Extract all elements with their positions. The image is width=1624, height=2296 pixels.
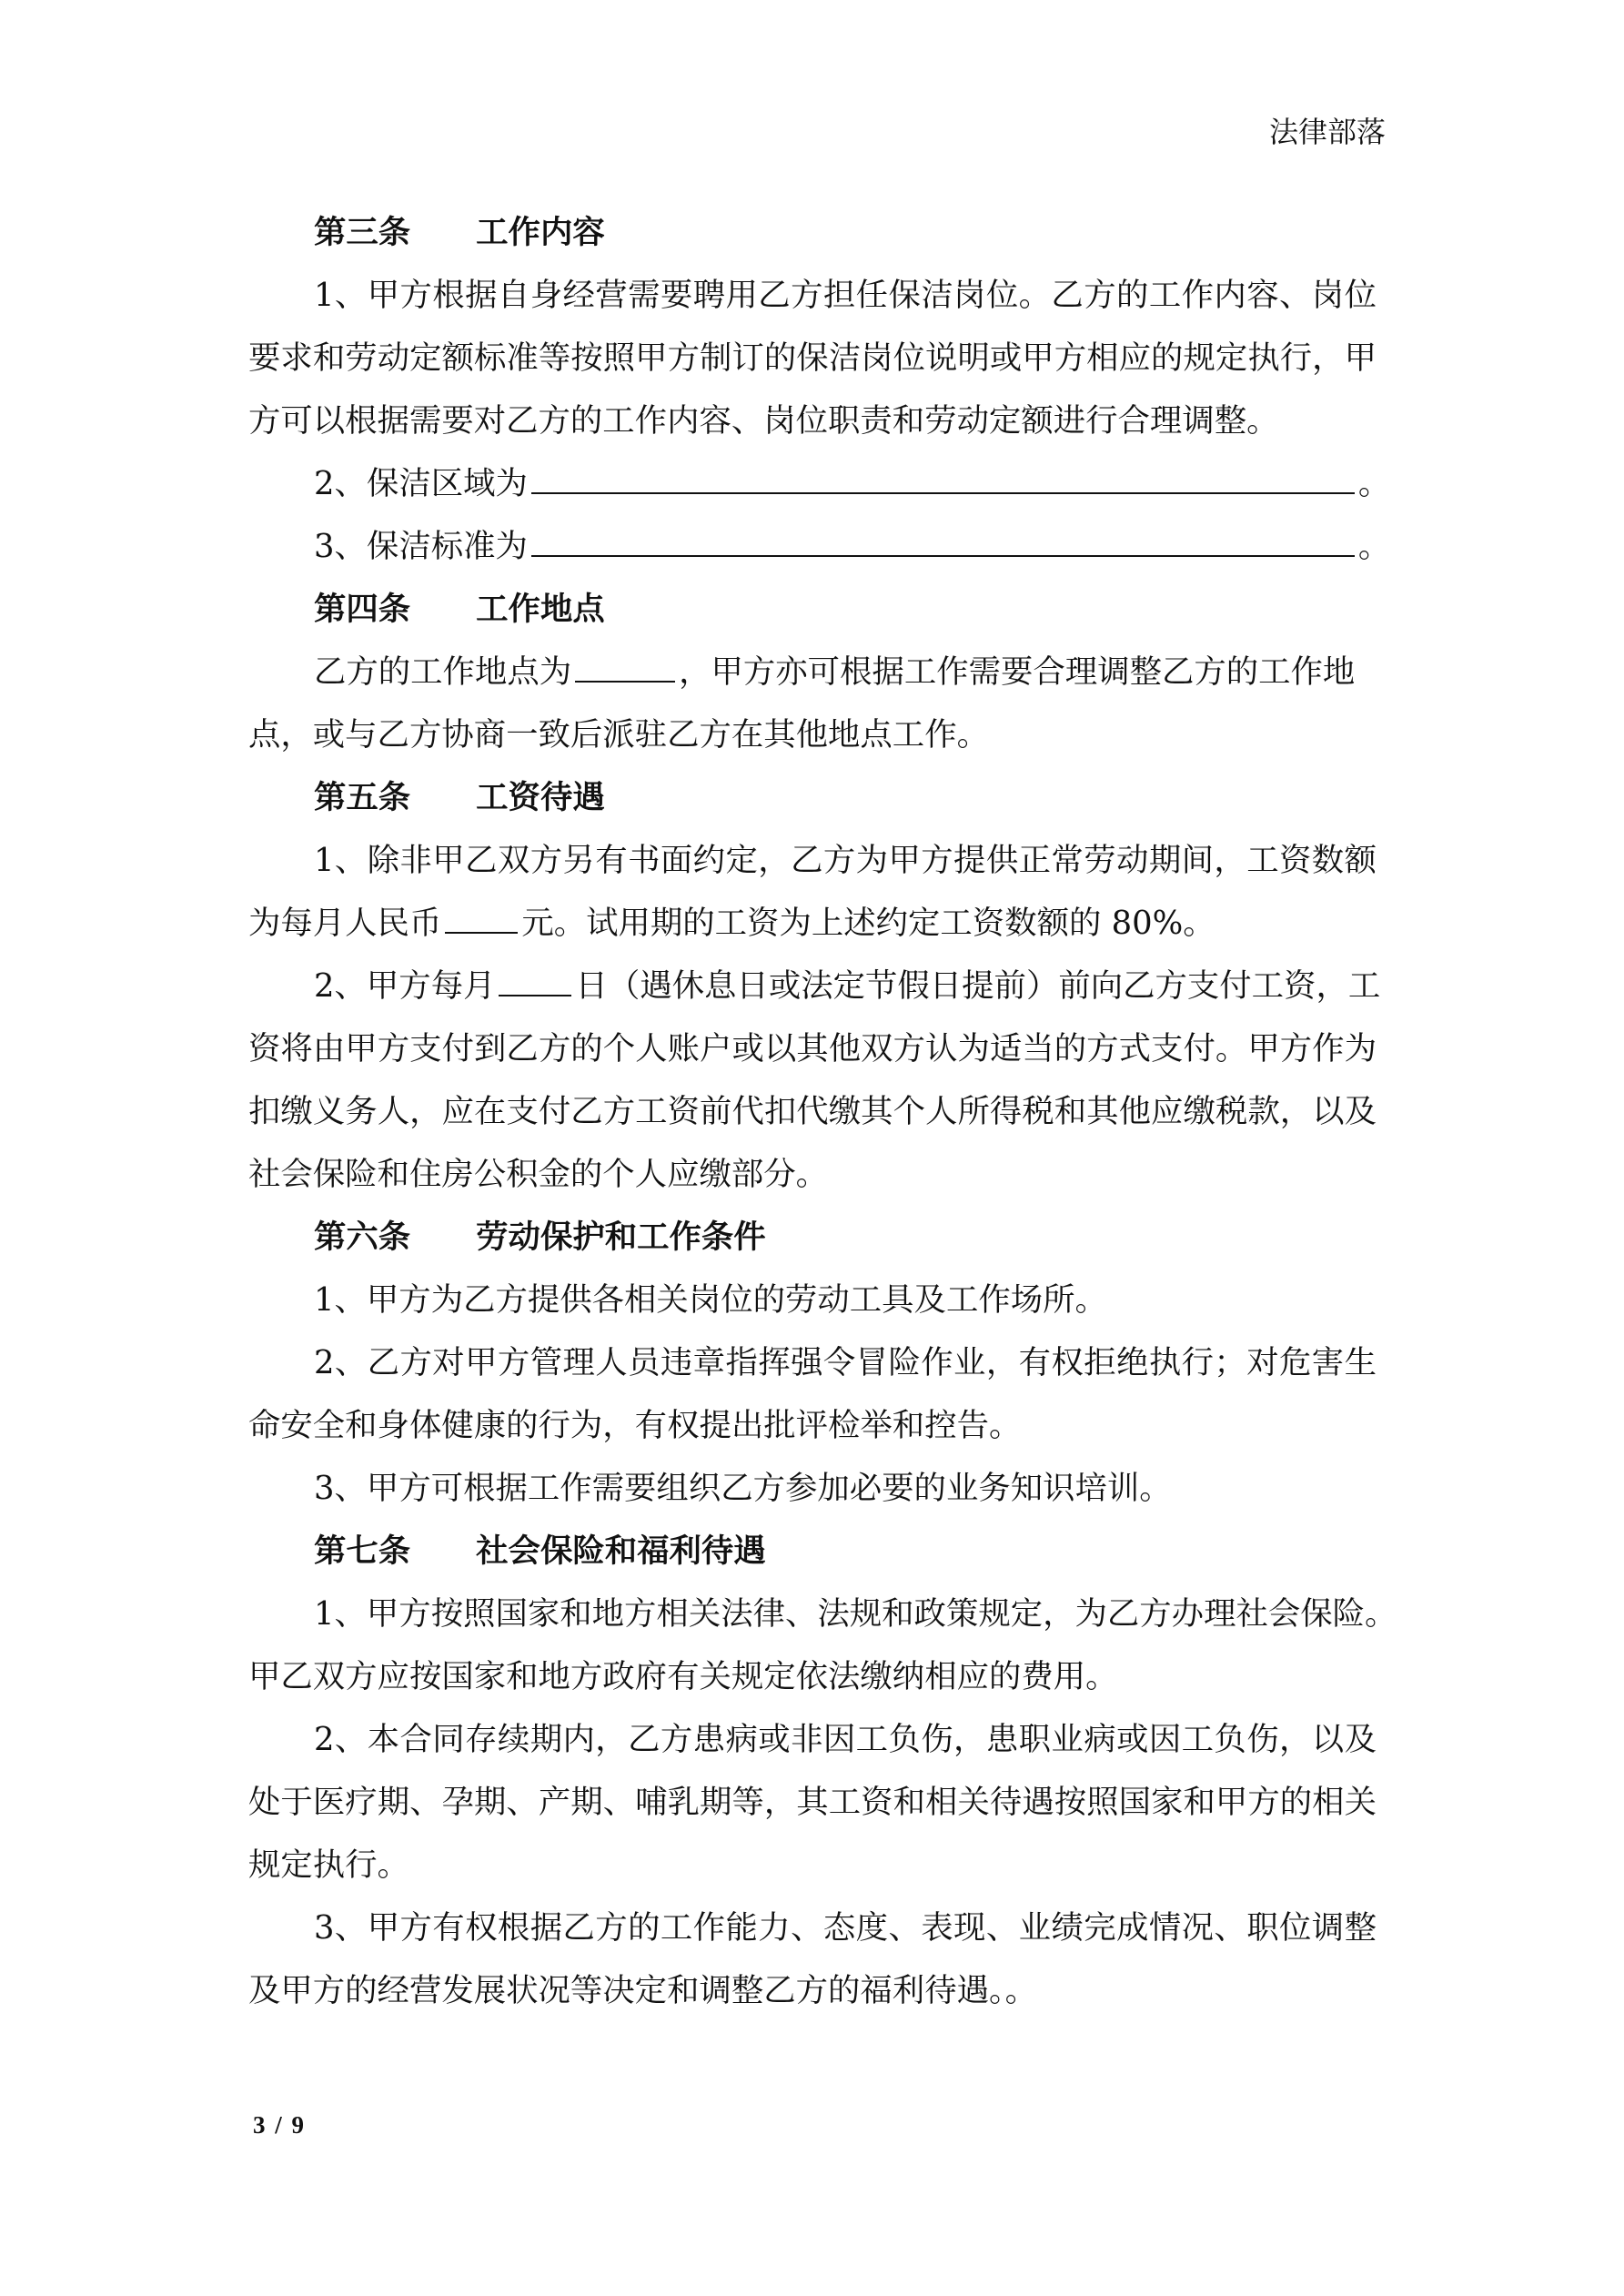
article-title: 劳动保护和工作条件 — [476, 1219, 766, 1256]
work-location-blank — [575, 641, 675, 683]
paragraph-line: 资将由甲方支付到乙方的个人账户或以其他双方认为适当的方式支付。甲方作为 — [248, 1030, 1377, 1067]
paragraph-line: 1、除非甲乙双方另有书面约定，乙方为甲方提供正常劳动期间，工资数额 — [314, 842, 1377, 879]
paragraph-text: 日（遇休息日或法定节假日提前）前向乙方支付工资，工 — [575, 967, 1381, 1005]
paragraph-line: 方可以根据需要对乙方的工作内容、岗位职责和劳动定额进行合理调整。 — [248, 402, 1279, 440]
cleaning-standard-line — [248, 515, 1391, 578]
punctuation: 。 — [1357, 528, 1391, 565]
paragraph-line: 扣缴义务人，应在支付乙方工资前代扣代缴其个人所得税和其他应缴税款，以及 — [248, 1093, 1377, 1130]
paragraph-line: 及甲方的经营发展状况等决定和调整乙方的福利待遇。。 — [248, 1972, 1038, 2009]
monthly-salary-blank — [445, 892, 518, 934]
article-7-heading — [248, 1520, 1377, 1583]
field-label: 2、保洁区域为 — [314, 465, 528, 502]
payday-blank — [499, 955, 571, 996]
article-title: 社会保险和福利待遇 — [476, 1532, 766, 1570]
paragraph-text: ，甲方亦可根据工作需要合理调整乙方的工作地 — [679, 653, 1356, 691]
paragraph-line: 规定执行。 — [248, 1846, 409, 1884]
paragraph-line: 社会保险和住房公积金的个人应缴部分。 — [248, 1156, 829, 1193]
paragraph-text: 元。试用期的工资为上述约定工资数额的 80%。 — [521, 905, 1215, 942]
article-label: 第四条 — [314, 591, 411, 628]
monthly-salary-line — [248, 892, 1377, 955]
payday-line — [248, 955, 1381, 1017]
work-location-line — [248, 641, 1377, 703]
article-label: 第三条 — [314, 214, 411, 251]
page-header: 法律部落 — [1268, 115, 1386, 149]
paragraph-line: 3、甲方可根据工作需要组织乙方参加必要的业务知识培训。 — [314, 1470, 1172, 1507]
paragraph-line: 要求和劳动定额标准等按照甲方制订的保洁岗位说明或甲方相应的规定执行，甲 — [248, 339, 1377, 377]
article-3-heading — [248, 201, 1377, 264]
article-title: 工作地点 — [476, 591, 605, 628]
paragraph-line: 1、甲方为乙方提供各相关岗位的劳动工具及工作场所。 — [314, 1281, 1107, 1319]
paragraph-line: 1、甲方按照国家和地方相关法律、法规和政策规定，为乙方办理社会保险。 — [314, 1595, 1397, 1633]
paragraph-line: 处于医疗期、孕期、产期、哺乳期等，其工资和相关待遇按照国家和甲方的相关 — [248, 1784, 1377, 1821]
paragraph-line: 1、甲方根据自身经营需要聘用乙方担任保洁岗位。乙方的工作内容、岗位 — [314, 277, 1377, 314]
cleaning-area-line — [248, 452, 1391, 515]
cleaning-area-blank — [531, 452, 1355, 494]
paragraph-line: 命安全和身体健康的行为，有权提出批评检举和控告。 — [248, 1407, 1022, 1444]
article-label: 第五条 — [314, 779, 411, 816]
cleaning-standard-blank — [531, 515, 1355, 557]
document-body — [248, 201, 1397, 2022]
article-title: 工作内容 — [476, 214, 605, 251]
article-label: 第六条 — [314, 1219, 411, 1256]
article-5-heading — [248, 766, 1377, 829]
paragraph-line: 甲乙双方应按国家和地方政府有关规定依法缴纳相应的费用。 — [248, 1658, 1118, 1695]
field-label: 3、保洁标准为 — [314, 528, 528, 565]
punctuation: 。 — [1357, 465, 1391, 502]
article-4-heading — [248, 578, 1377, 641]
article-title: 工资待遇 — [476, 779, 605, 816]
field-label: 为每月人民币 — [248, 905, 442, 942]
field-label: 2、甲方每月 — [314, 967, 496, 1005]
page-number: 3 / 9 — [253, 2111, 307, 2139]
paragraph-line: 2、本合同存续期内，乙方患病或非因工负伤，患职业病或因工负伤，以及 — [314, 1721, 1377, 1758]
paragraph-line: 点，或与乙方协商一致后派驻乙方在其他地点工作。 — [248, 716, 989, 754]
article-label: 第七条 — [314, 1532, 411, 1570]
article-6-heading — [248, 1206, 1377, 1269]
paragraph-line: 2、乙方对甲方管理人员违章指挥强令冒险作业，有权拒绝执行；对危害生 — [314, 1344, 1377, 1381]
paragraph-line: 3、甲方有权根据乙方的工作能力、态度、表现、业绩完成情况、职位调整 — [314, 1909, 1377, 1947]
field-label: 乙方的工作地点为 — [314, 653, 572, 691]
